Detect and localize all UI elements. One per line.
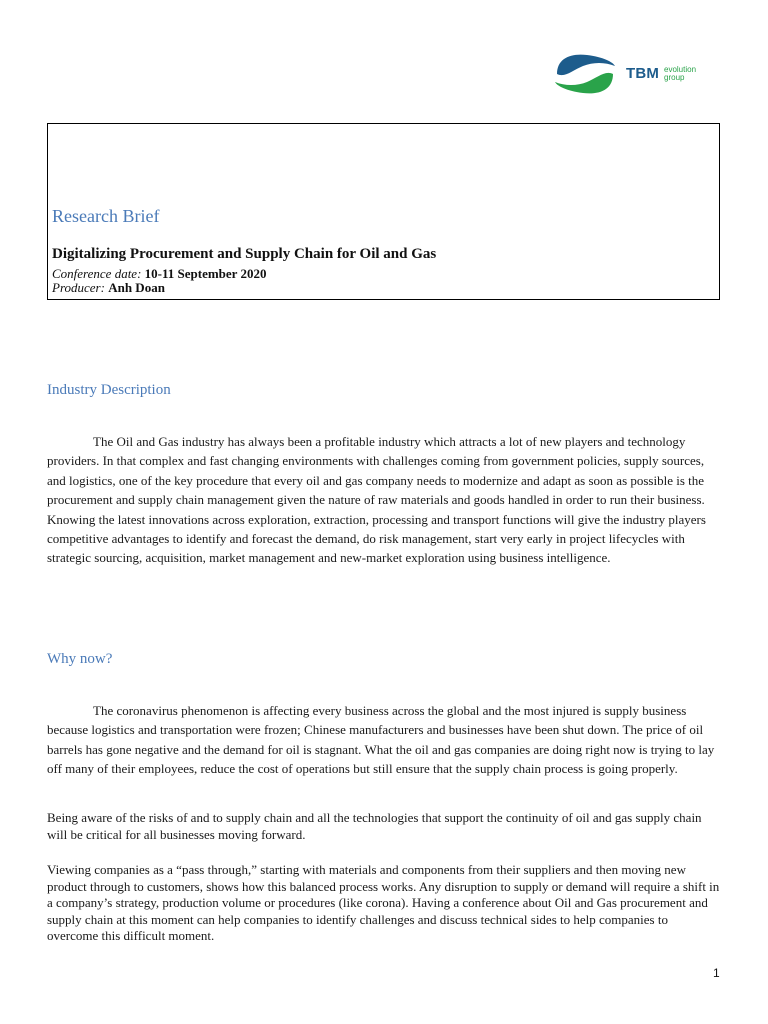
- why-now-heading: Why now?: [47, 651, 113, 667]
- page-number: 1: [713, 966, 720, 980]
- logo-brand-text: TBM: [626, 65, 660, 82]
- conference-date-label: Conference date:: [52, 266, 142, 281]
- logo-tagline: [664, 66, 714, 82]
- brief-subtitle: Digitalizing Procurement and Supply Chain for Oil and Gas: [52, 246, 437, 262]
- why-now-paragraph-1: The coronavirus phenomenon is affecting every business across the global and the most injured is supply business because logistics and transportation were frozen; Chinese manufacturers and businesses have been shut down. The price of oil barrels has gone negative and the demand for oil is stagnant. What the oil and gas companies are doing right now is trying to lay off many of their employees, reduce the cost of operations but still ensure that the supply chain process is going properly.: [47, 703, 715, 777]
- producer-value: Anh Doan: [108, 280, 165, 295]
- producer-line: [52, 280, 165, 296]
- research-brief-box: [47, 123, 720, 300]
- logo-tagline-line2: group: [664, 73, 685, 82]
- company-logo: [553, 52, 713, 96]
- industry-description-heading: Industry Description: [47, 382, 171, 398]
- industry-description-paragraph: The Oil and Gas industry has always been a profitable industry which attracts a lot of new players and technology providers. In that complex and fast changing environments with challenges coming from government policies, supply sources, and logistics, one of the key procedure that every oil and gas company needs to modernize and adapt as soon as possible is the procurement and supply chain management given the nature of raw materials and goods handled in order to run their business. Knowing the latest innovations across exploration, extraction, processing and transport functions will give the industry players competitive advantages to identify and forecast the demand, do risk management, start very early in project lifecycles with strategic sourcing, acquisition, market management and new-market exploration using business intelligence.: [47, 434, 706, 566]
- producer-label: Producer:: [52, 280, 105, 295]
- tbm-logo-icon: [553, 52, 617, 96]
- brief-title: Research Brief: [52, 206, 160, 226]
- conference-date-value: 10-11 September 2020: [144, 266, 267, 281]
- why-now-paragraph-2: Being aware of the risks of and to supply chain and all the technologies that support the continuity of oil and gas supply chain will be critical for all businesses moving forward.: [47, 810, 702, 842]
- why-now-paragraph-3: Viewing companies as a “pass through,” starting with materials and components from their suppliers and then moving new product through to customers, shows how this balanced process works. Any disruption to supply or demand will require a shift in a company’s strategy, production volume or procedures (like corona). Having a conference about Oil and Gas procurement and supply chain at this moment can help companies to identify challenges and discuss technical sides to help companies to overcome this difficult moment.: [47, 862, 720, 943]
- logo-tagline-line1: evolution: [664, 65, 697, 74]
